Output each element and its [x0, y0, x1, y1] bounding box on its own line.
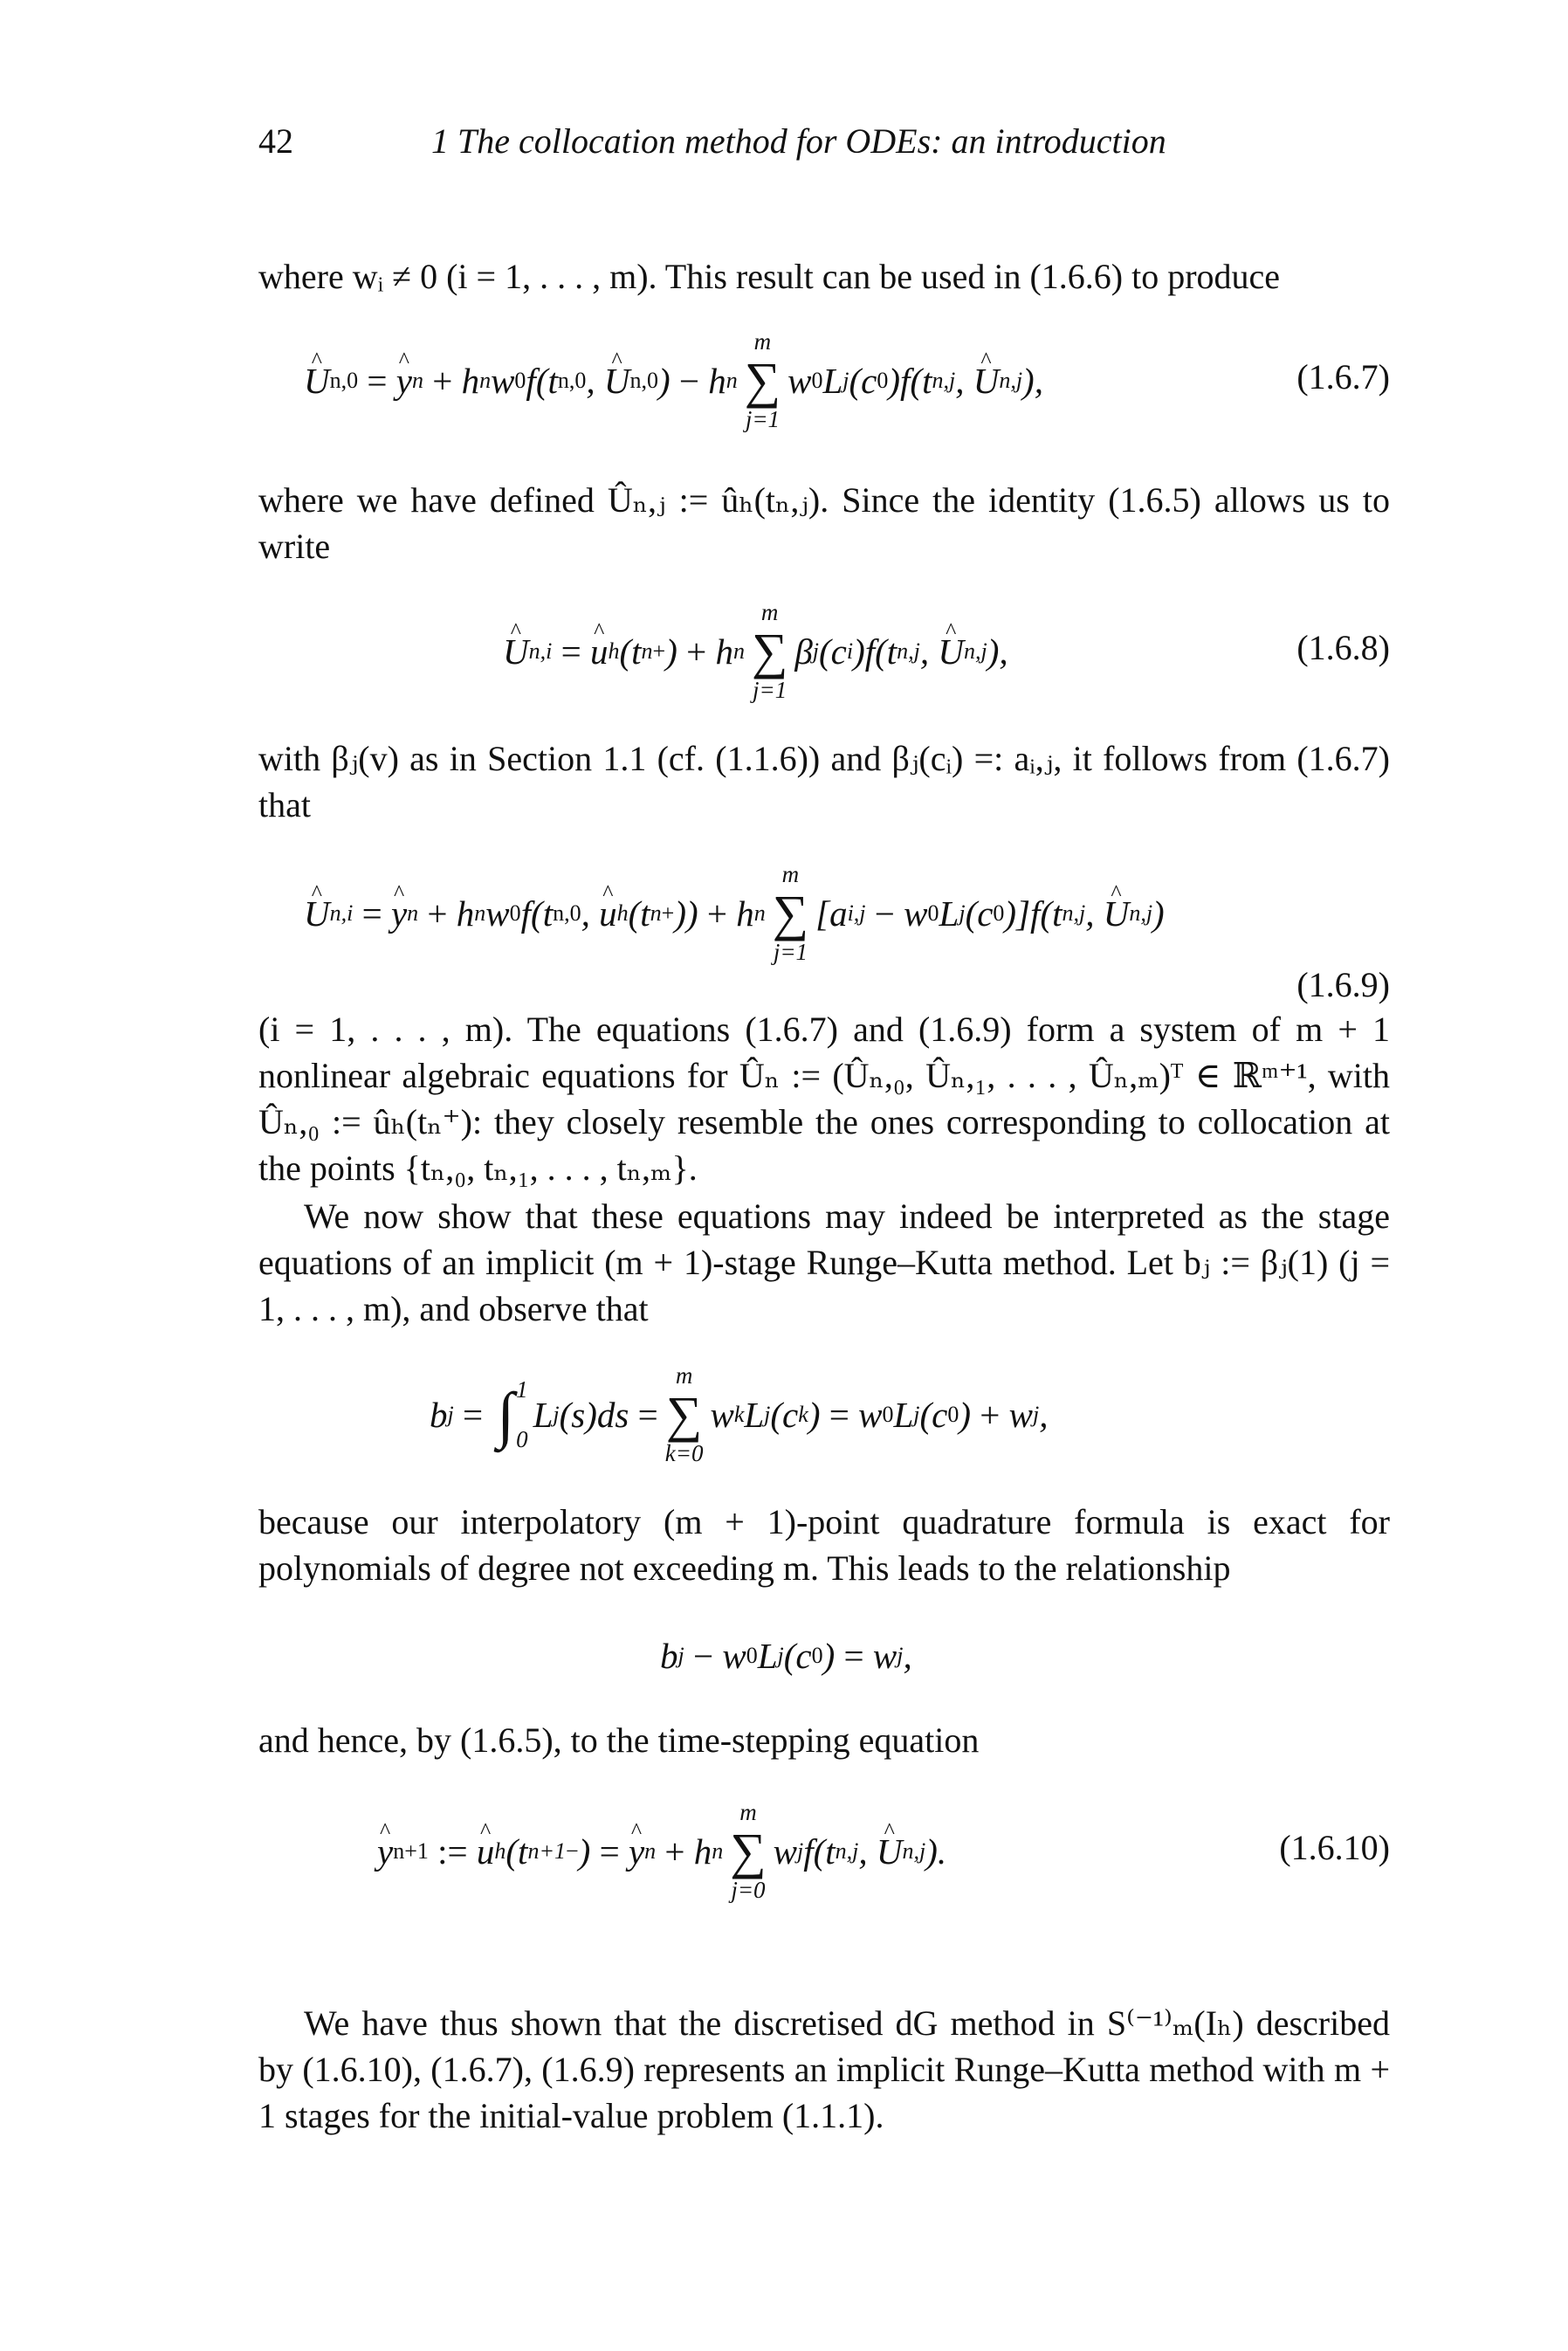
chapter-title: 1 The collocation method for ODEs: an introduction [431, 121, 1166, 161]
paragraph-6 [258, 1499, 1390, 1591]
equation-1-6-10 [258, 1782, 1390, 1921]
paragraph-4-text: (i = 1, . . . , m). The equations (1.6.7) and (1.6.9) form a system of m + 1 nonlinear algebraic equations for Ûₙ := (Ûₙ,₀, Ûₙ,₁, . . . , Ûₙ,ₘ)ᵀ ∈ ℝᵐ⁺¹, with Ûₙ,₀ := ûₕ(tₙ⁺): they closely resemble the ones corresponding to collocation at the points {tₙ,₀, tₙ,₁, . . . , tₙ,ₘ}. [258, 1010, 1390, 1188]
integral-operator: ∫ 1 0 [497, 1376, 528, 1452]
equation-relationship [258, 1621, 1390, 1691]
sum-operator: m ∑ k=0 [664, 1362, 704, 1466]
equation-1-6-9-body: ^ U n,i = ^ y n + h n w 0 f(t n,0 , ^ u h (t n + )) + h n m ∑ j=1 [a i,j − w 0 L j (c 0 )]f(t n,j , ^ U n,j ) [304, 844, 1165, 983]
equation-relationship-body: b j − w 0 L j (c 0 ) = w j , [660, 1636, 912, 1676]
sum-operator: m ∑ j=0 [730, 1799, 767, 1903]
equation-number: (1.6.10) [1279, 1828, 1390, 1867]
equation-bj [258, 1345, 1390, 1485]
equation-bj-body: b j = ∫ 1 0 L j (s)ds = m ∑ k=0 w k L j (c k ) = w 0 L j (c 0 ) + w j , [430, 1362, 1049, 1466]
paragraph-1-text: where wᵢ ≠ 0 (i = 1, . . . , m). This result can be used in (1.6.6) to produce [258, 257, 1281, 296]
sum-operator: m ∑ j=1 [744, 328, 781, 432]
paragraph-5-text: We now show that these equations may indeed be interpreted as the stage equations of an implicit (m + 1)-stage Runge–Kutta method. Let bⱼ := βⱼ(1) (j = 1, . . . , m), and observe that [258, 1196, 1390, 1328]
paragraph-5 [258, 1193, 1390, 1332]
equation-1-6-8 [258, 582, 1390, 721]
paragraph-4 [258, 1006, 1390, 1191]
equation-number: (1.6.8) [1296, 628, 1390, 667]
equation-1-6-9 [258, 844, 1390, 1010]
equation-number: (1.6.9) [1296, 965, 1390, 1004]
sum-operator: m ∑ j=1 [772, 861, 809, 965]
paragraph-2-text: where we have defined Ûₙ,ⱼ := ûₕ(tₙ,ⱼ). Since the identity (1.6.5) allows us to write [258, 480, 1390, 566]
paragraph-8-text: We have thus shown that the discretised dG method in S⁽⁻¹⁾ₘ(Iₕ) described by (1.6.10), (1.6.7), (1.6.9) represents an implicit Runge–Kutta method with m + 1 stages for the initial-value problem (1.1.1). [258, 2003, 1390, 2135]
running-header [258, 121, 1393, 169]
paragraph-3 [258, 735, 1390, 828]
paragraph-7 [258, 1717, 1390, 1763]
equation-1-6-7-body: ^ U n,0 = ^ y n + h n w 0 f(t n,0 , ^ U n,0 ) − h n m ∑ j=1 w 0 L j (c 0 )f(t n,j , ^ U n,j ), [304, 311, 1043, 451]
page-number: 42 [258, 121, 293, 161]
equation-1-6-7 [258, 311, 1390, 451]
paragraph-6-text: because our interpolatory (m + 1)-point quadrature formula is exact for polynomials of degree not exceeding m. This leads to the relationship [258, 1502, 1390, 1588]
paragraph-1 [258, 253, 1390, 300]
equation-number: (1.6.7) [1296, 357, 1390, 396]
equation-1-6-8-body: ^ U n,i = ^ u h (t n + ) + h n m ∑ j=1 β j (c i )f(t n,j , ^ U n,j ), [503, 582, 1008, 721]
equation-1-6-10-body: ^ y n+1 := ^ u h (t n+1 − ) = ^ y n + h n m ∑ j=0 w j f(t n,j , ^ U n,j ). [377, 1782, 946, 1921]
sum-operator: m ∑ j=1 [751, 599, 788, 703]
paragraph-3-text: with βⱼ(v) as in Section 1.1 (cf. (1.1.6)) and βⱼ(cᵢ) =: aᵢ,ⱼ, it follows from (1.6.7) that [258, 739, 1390, 824]
paragraph-7-text: and hence, by (1.6.5), to the time-stepping equation [258, 1720, 980, 1760]
paragraph-8 [258, 2000, 1390, 2139]
paragraph-2 [258, 477, 1390, 569]
